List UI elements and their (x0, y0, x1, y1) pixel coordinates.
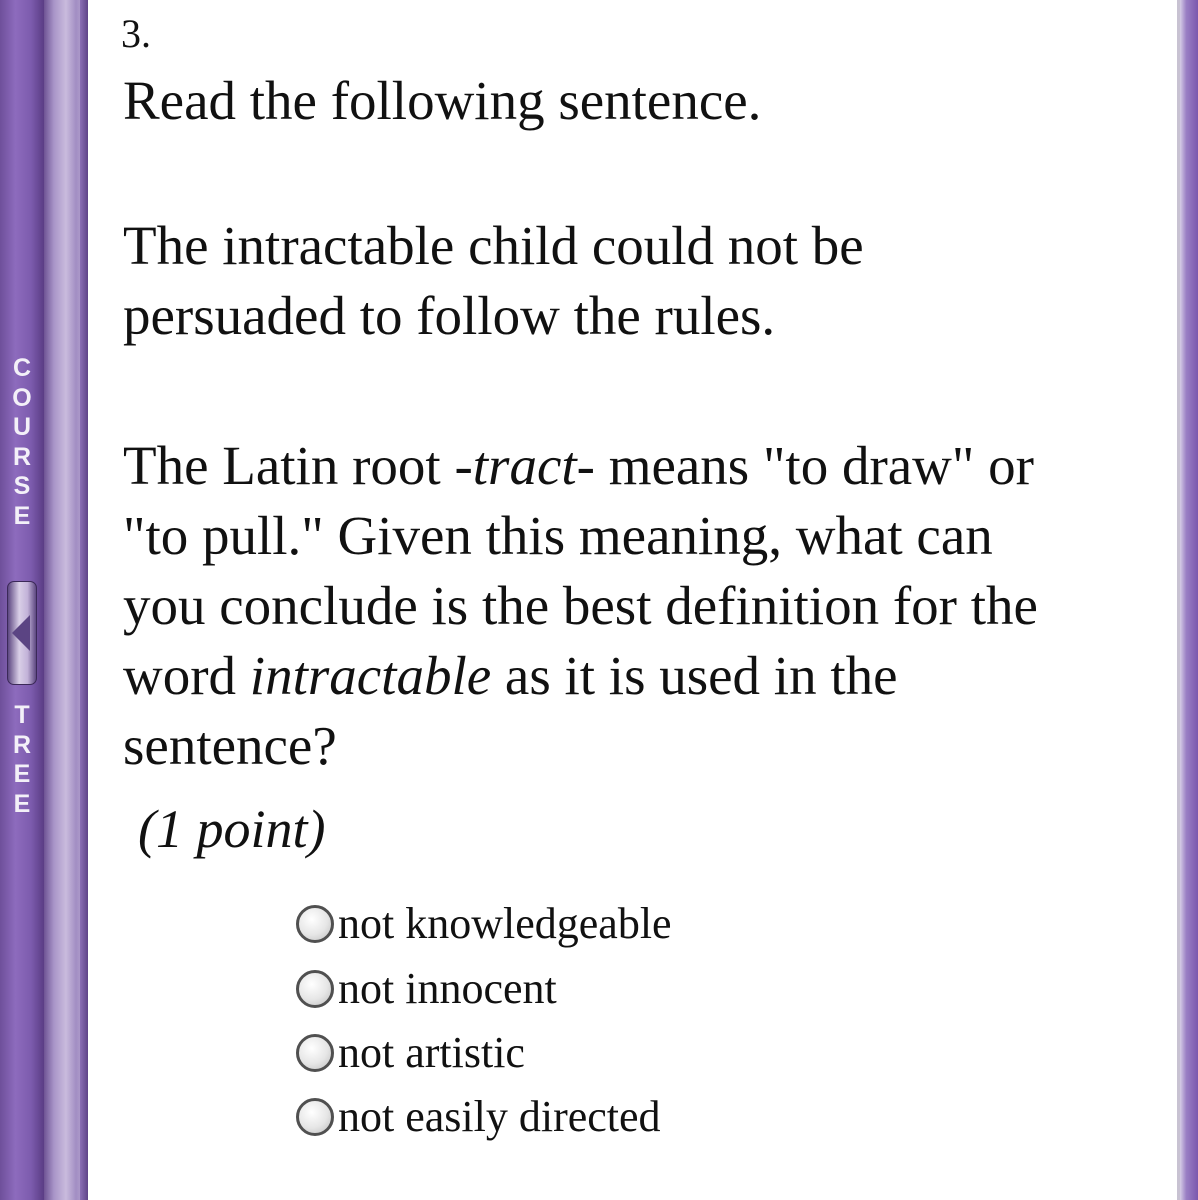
collapse-tree-button[interactable] (7, 581, 37, 685)
option-label[interactable]: not innocent (338, 964, 557, 1013)
tree-letter: E (13, 760, 31, 788)
latin-root: -tract- (454, 435, 595, 496)
course-tree-sidebar[interactable] (0, 0, 45, 1200)
course-letter: E (13, 501, 31, 530)
prompt-text: The Latin root (123, 435, 455, 496)
answer-option[interactable] (296, 963, 557, 1014)
course-letter: C (12, 354, 32, 382)
course-letter: R (12, 442, 32, 471)
radio-button[interactable] (296, 1098, 334, 1136)
prompt-text: as it is used in the sentence? (123, 645, 898, 776)
example-sentence: The intractable child could not be persuaded to follow the rules. (123, 215, 864, 346)
course-label (0, 354, 44, 531)
tree-letter: R (12, 730, 32, 759)
course-letter: U (12, 413, 32, 441)
radio-button[interactable] (296, 1034, 334, 1072)
answer-option[interactable] (296, 1027, 525, 1078)
target-word: intractable (249, 645, 492, 706)
question-prompt (123, 431, 1083, 781)
answer-option[interactable] (296, 1091, 661, 1142)
frame-right-edge (1180, 0, 1198, 1200)
tree-label (0, 701, 44, 819)
radio-button[interactable] (296, 905, 334, 943)
frame-rail-border (80, 0, 88, 1200)
option-label[interactable]: not easily directed (338, 1092, 661, 1141)
question-number: 3. (121, 11, 151, 56)
option-label[interactable]: not artistic (338, 1028, 525, 1077)
answer-option[interactable] (296, 898, 672, 949)
radio-button[interactable] (296, 970, 334, 1008)
tree-letter: E (13, 789, 31, 818)
question-instruction: Read the following sentence. (123, 70, 762, 131)
tree-letter: T (14, 701, 30, 729)
course-letter: O (12, 383, 32, 412)
option-label[interactable]: not knowledgeable (338, 899, 672, 948)
frame-rail (44, 0, 84, 1200)
left-arrow-icon (12, 615, 30, 651)
course-letter: S (13, 472, 31, 500)
prompt-text: means "to draw" or "to pull." Given this meaning, what can you conclude is the best definition for the word (123, 435, 1038, 706)
point-value: (1 point) (138, 799, 326, 859)
